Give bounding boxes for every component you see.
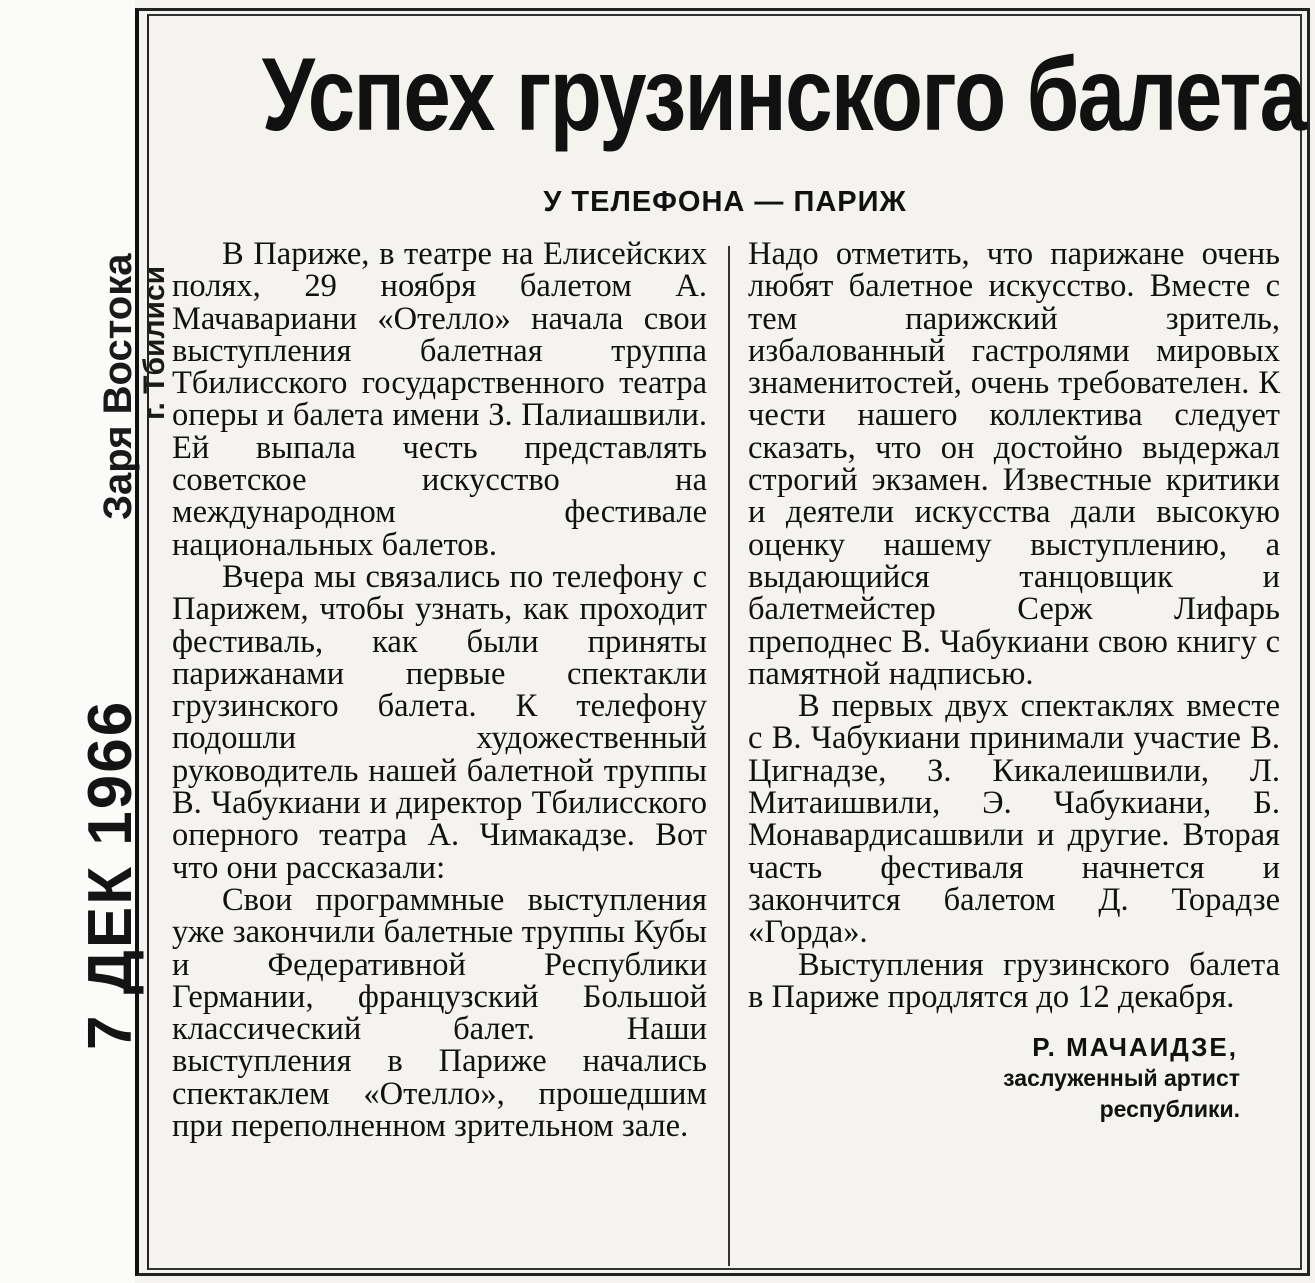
article-subheadline: У ТЕЛЕФОНА — ПАРИЖ (543, 186, 907, 218)
author-title: заслуженный артист (1003, 1065, 1240, 1092)
article-paragraph: Вчера мы связались по телефону с Парижем, чтобы узнать, как проходит фестиваль, как были приняты парижанами первые спектакли грузинского балета. К телефону подошли художественный руководитель нашей балетной труппы В. Чабукиани и директор Тбилисского оперного театра А. Чимакадзе. Вот что они рассказали: (172, 558, 707, 886)
article-column-left (172, 236, 707, 1145)
article-headline: Успех грузинского балета (261, 37, 1306, 153)
archive-date-stamp: 7 ДЕК 1966 (76, 699, 145, 1050)
author-title: республики. (1099, 1096, 1240, 1123)
author-name: Р. МАЧАИДЗЕ, (1032, 1032, 1238, 1063)
article-paragraph: В Париже, в театре на Елисейских полях, 29 ноября балетом А. Мачавариани «Отелло» начала свои выступления балетная труппа Тбилисского государственного театра оперы и балета имени З. Палиашвили. Ей выпала честь представлять советское искусство на международном фестивале национальных балетов. (172, 236, 707, 563)
article-column-right (748, 238, 1280, 1125)
article-paragraph: Выступления грузинского балета в Париже продлятся до 12 декабря. (748, 946, 1280, 1015)
article-paragraph: Надо отметить, что парижане очень любят балетное искусство. Вместе с тем парижский зритель, избалованный гастролями мировых знаменитостей, очень требователен. К чести нашего коллектива следует сказать, что он достойно выдержал строгий экзамен. Известные критики и деятели искусства дали высокую оценку нашему выступлению, а выдающийся танцовщик и балетмейстер Серж Лифарь преподнес В. Чабукиани свою книгу с памятной надписью. (748, 236, 1280, 692)
archive-stamp-strip (0, 0, 135, 1283)
article-paragraph: В первых двух спектаклях вместе с В. Чабукиани принимали участие В. Цигнадзе, З. Кикалеишвили, Л. Митаишвили, Э. Чабукиани, Б. Монавардисашвили и другие. Вторая часть фестиваля начнется и закончится балетом Д. Торадзе «Горда». (748, 688, 1280, 951)
newspaper-name-stamp: Заря Востока (96, 253, 140, 520)
article-paragraph: Свои программные выступления уже закончили балетные труппы Кубы и Федеративной Республики Германии, французский Большой классический балет. Наши выступления в Париже начались спектаклем «Отелло», прошедшим при переполненном зрительном зале. (172, 881, 707, 1145)
column-divider (728, 246, 730, 1266)
city-stamp: г. Тбилиси (138, 265, 171, 420)
